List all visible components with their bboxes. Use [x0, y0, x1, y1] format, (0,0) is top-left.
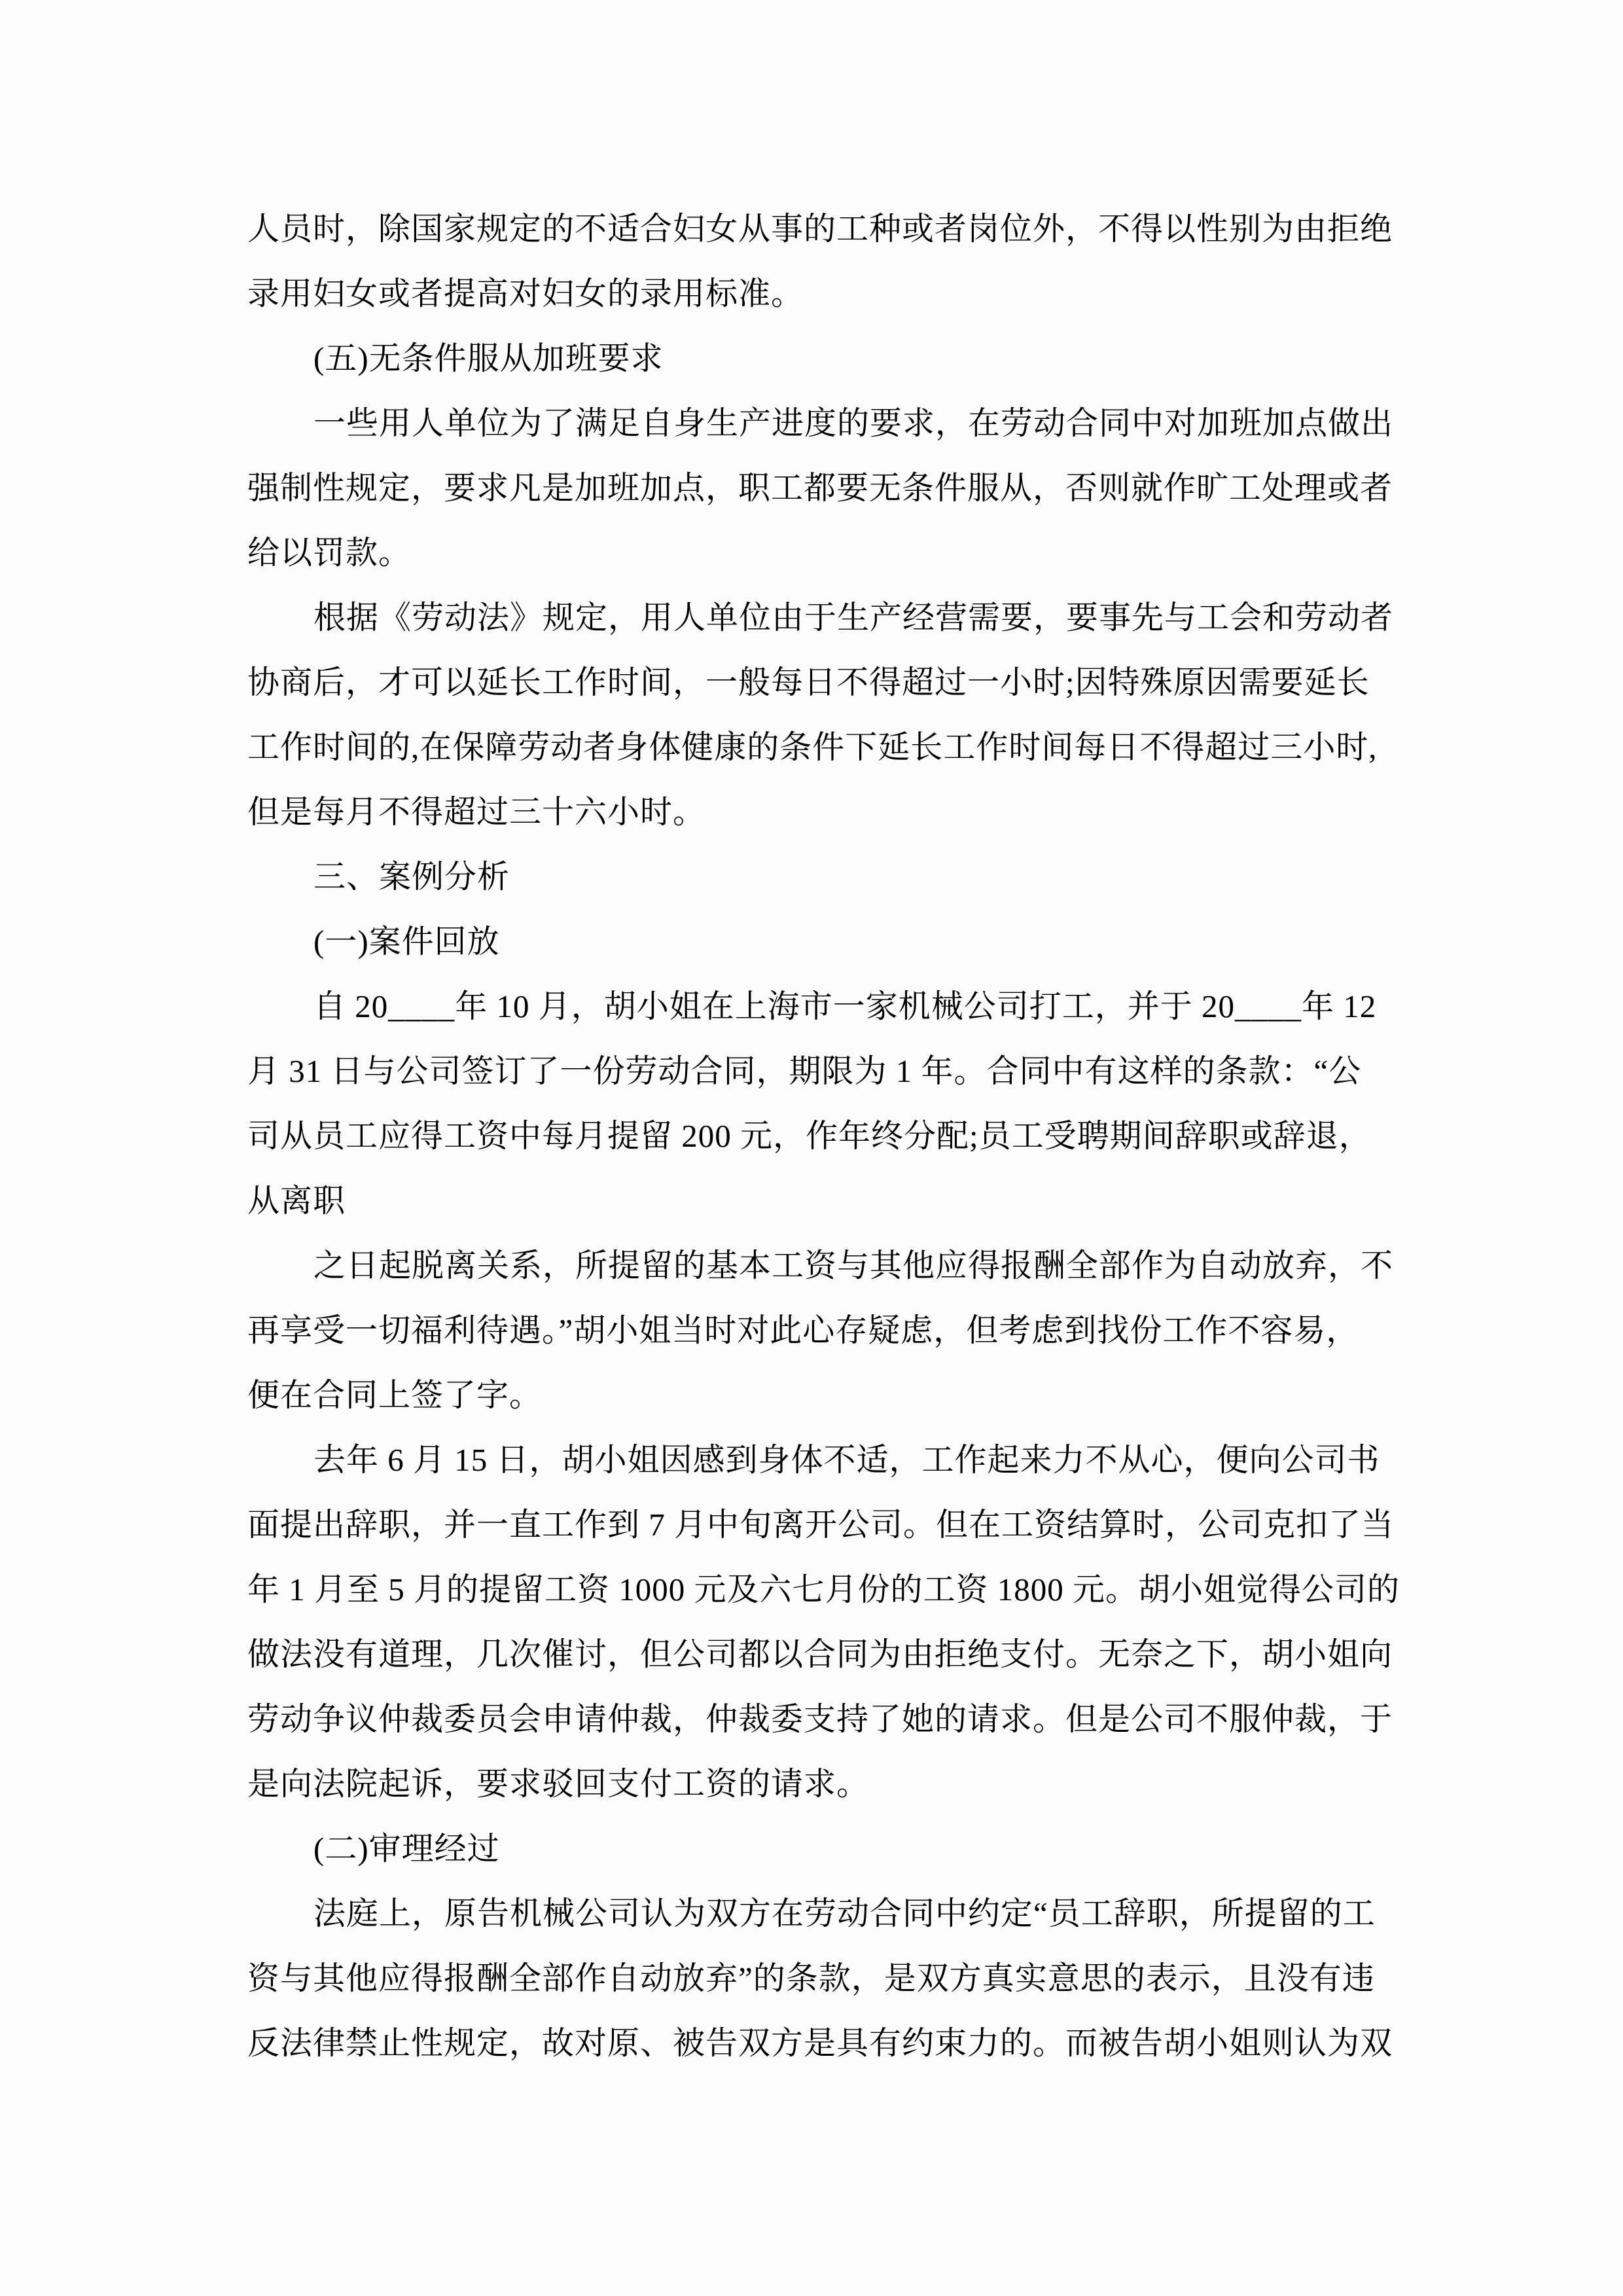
text-line: 但是每月不得超过三十六小时。	[247, 794, 706, 830]
text-line: 去年 6 月 15 日，胡小姐因感到身体不适，工作起来力不从心，便向公司书	[313, 1442, 1380, 1478]
text-line: 给以罚款。	[247, 535, 412, 571]
text-line: 司从员工应得工资中每月提留 200 元，作年终分配;员工受聘期间辞职或辞退，	[247, 1118, 1372, 1154]
text-line: (五)无条件服从加班要求	[313, 340, 664, 376]
text-line: (一)案件回放	[313, 924, 500, 960]
text-line: 是向法院起诉，要求驳回支付工资的请求。	[247, 1766, 870, 1802]
text-line: 工作时间的,在保障劳动者身体健康的条件下延长工作时间每日不得超过三小时,	[247, 729, 1378, 765]
text-line: 年 1 月至 5 月的提留工资 1000 元及六七月份的工资 1800 元。胡小姐觉得公司的	[247, 1571, 1400, 1607]
text-line: 劳动争议仲裁委员会申请仲裁，仲裁委支持了她的请求。但是公司不服仲裁，于	[247, 1701, 1393, 1737]
text-line: 强制性规定，要求凡是加班加点，职工都要无条件服从，否则就作旷工处理或者	[247, 470, 1393, 506]
text-line: 便在合同上签了字。	[247, 1377, 543, 1413]
text-line: 资与其他应得报酬全部作自动放弃”的条款，是双方真实意思的表示，且没有违	[247, 1960, 1375, 1996]
text-line: 录用妇女或者提高对妇女的录用标准。	[247, 276, 804, 312]
text-line: 之日起脱离关系，所提留的基本工资与其他应得报酬全部作为自动放弃，不	[313, 1247, 1394, 1283]
text-line: 月 31 日与公司签订了一份劳动合同，期限为 1 年。合同中有这样的条款：“公	[247, 1053, 1362, 1089]
text-line: 反法律禁止性规定，故对原、被告双方是具有约束力的。而被告胡小姐则认为双	[247, 2025, 1393, 2061]
text-line: 协商后，才可以延长工作时间，一般每日不得超过一小时;因特殊原因需要延长	[247, 664, 1370, 700]
text-line: 自 20____年 10 月，胡小姐在上海市一家机械公司打工，并于 20____年 12	[313, 988, 1377, 1024]
text-line: (二)审理经过	[313, 1831, 500, 1867]
text-line: 三、案例分析	[313, 859, 510, 895]
text-line: 面提出辞职，并一直工作到 7 月中旬离开公司。但在工资结算时，公司克扣了当	[247, 1507, 1395, 1543]
document-text-block	[247, 196, 1412, 2075]
text-line: 做法没有道理，几次催讨，但公司都以合同为由拒绝支付。无奈之下，胡小姐向	[247, 1636, 1393, 1672]
text-line: 一些用人单位为了满足自身生产进度的要求，在劳动合同中对加班加点做出	[313, 405, 1394, 441]
text-line: 再享受一切福利待遇。”胡小姐当时对此心存疑虑，但考虑到找份工作不容易，	[247, 1312, 1359, 1348]
text-line: 人员时，除国家规定的不适合妇女从事的工种或者岗位外，不得以性别为由拒绝	[247, 211, 1393, 247]
text-line: 从离职	[247, 1183, 346, 1219]
text-line: 根据《劳动法》规定，用人单位由于生产经营需要，要事先与工会和劳动者	[313, 600, 1394, 636]
text-line: 法庭上，原告机械公司认为双方在劳动合同中约定“员工辞职，所提留的工	[313, 1895, 1376, 1931]
